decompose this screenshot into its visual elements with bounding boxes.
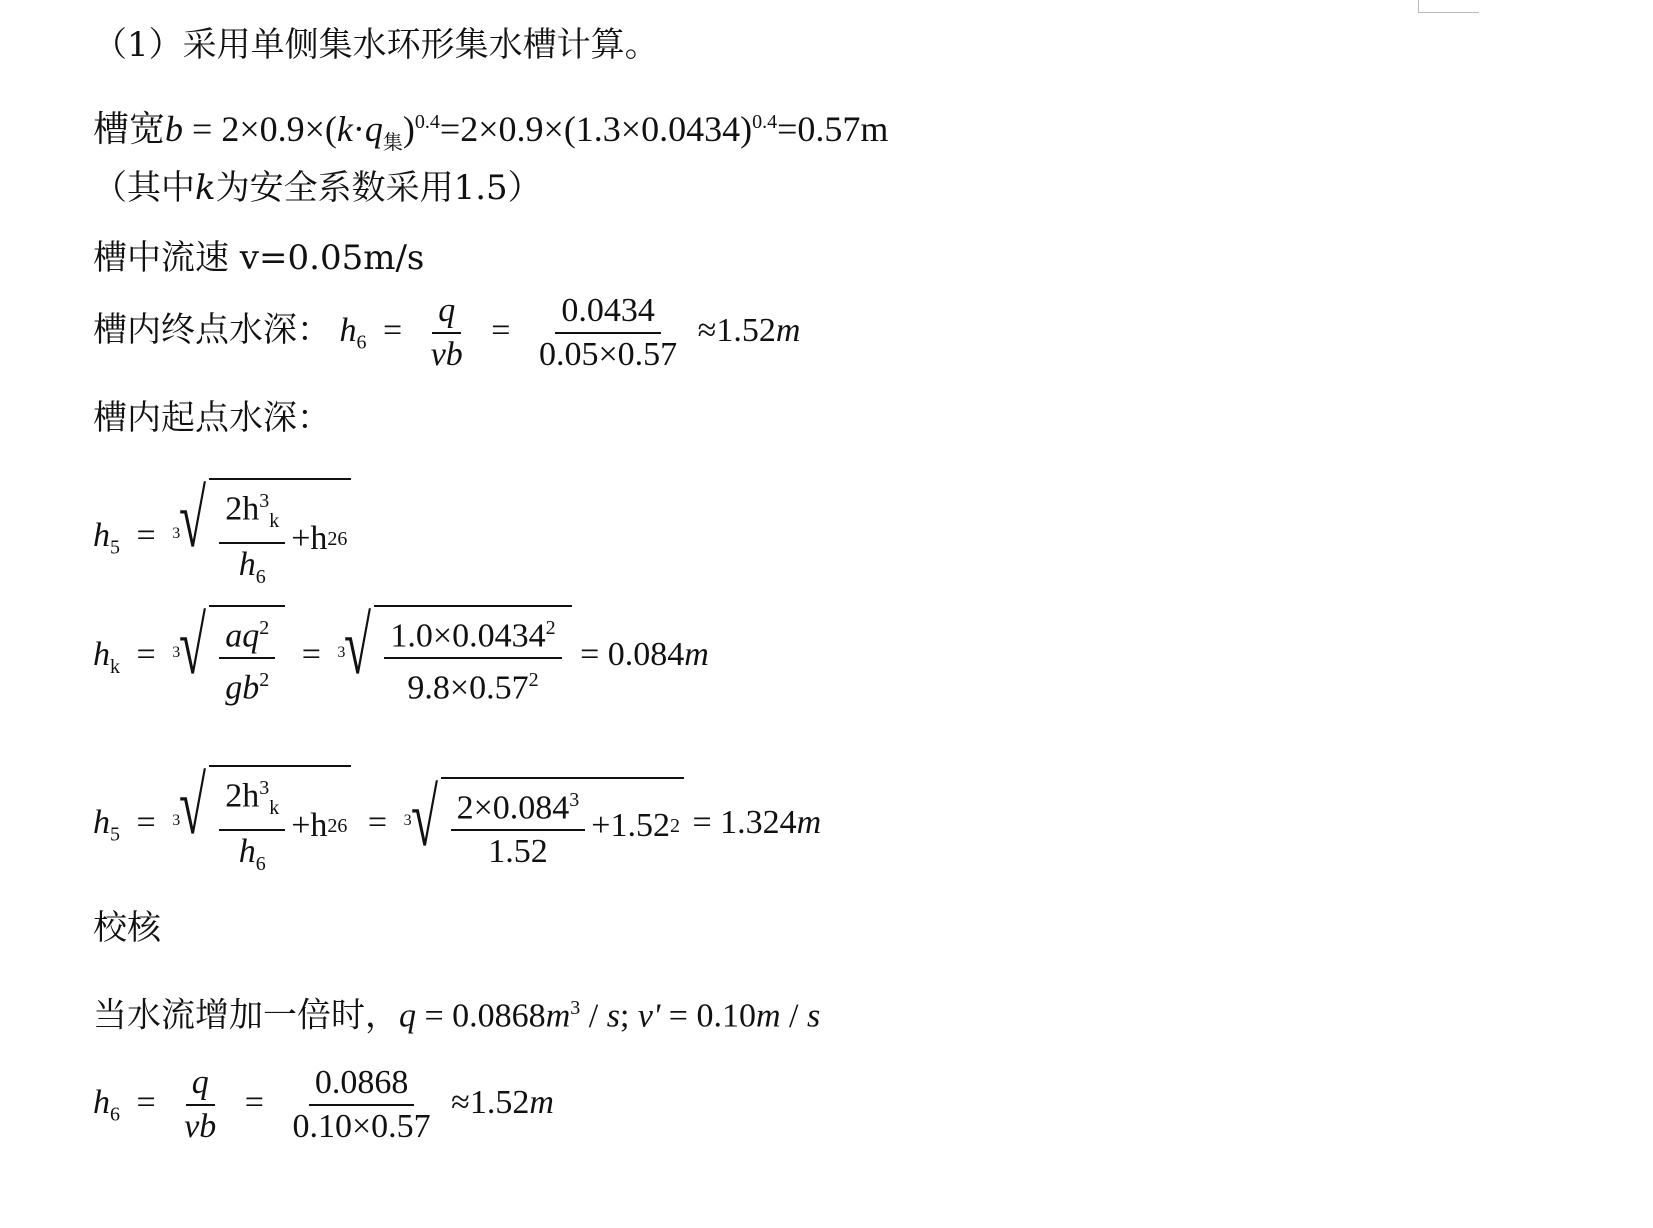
cube-root: 3 √ $\frac{aq^2}{gb^2}$ bbox=[172, 605, 285, 710]
cube-root: 3 √ $\frac{2h^3_k}{h_6}$ +h 2 6 bbox=[172, 765, 351, 885]
formula-trough-width: 槽宽$b = 2\times 0.9\times(k\cdot q_集)^{0.4}=2\times 0.9\times(1.3\times 0.0434)^{0.4}=0.57m$ bbox=[93, 109, 889, 155]
start-depth-label: 槽内起点水深： bbox=[93, 398, 331, 438]
fraction: $\frac{0.0434}{0.05\times 0.57}$ bbox=[538, 292, 678, 373]
fraction: $\frac{0.0868}{0.10\times 0.57}$ bbox=[292, 1064, 431, 1145]
cube-root: 3 √ $\frac{1.0\times 0.0434^2}{9.8\times 0.57^2}$ bbox=[337, 605, 571, 710]
safety-factor-note: （其中k为安全系数采用1.5） bbox=[93, 168, 542, 208]
flow-velocity-line: 槽中流速 v=0.05m/s bbox=[93, 238, 425, 278]
formula-hk: $h_k$ = 3 √ $\frac{aq^2}{gb^2}$ = 3 √ $\frac{1.0\times 0.0434^2}{9.8\times 0.57^2}$ = 0.084m bbox=[93, 605, 709, 710]
cube-root: 3 √ $\frac{2\times 0.084^3}{1.52}$ +1.52 2 bbox=[404, 777, 684, 873]
fraction: $\frac{q}{vb}$ bbox=[184, 1064, 217, 1145]
check-heading: 校核 bbox=[93, 908, 161, 948]
heading-line: （1）采用单侧集水环形集水槽计算。 bbox=[93, 25, 659, 65]
fraction: $\frac{q}{vb}$ bbox=[430, 292, 463, 373]
double-flow-line: 当水流增加一倍时，$q = 0.0868m^3 / s$; v' = 0.10m / s bbox=[93, 997, 821, 1035]
formula-h5: $h_5$ = 3 √ $\frac{2h^3_k}{h_6}$ +h 2 6 bbox=[93, 478, 351, 598]
formula-end-depth: 槽内终点水深： $h_6$ = $\frac{q}{vb}$ = $\frac{0.0434}{0.05\times 0.57}$ ≈1.52m bbox=[93, 290, 800, 376]
formula-h6-check: $h_6$ = $\frac{q}{vb}$ = $\frac{0.0868}{0.10\times 0.57}$ ≈1.52m bbox=[93, 1062, 554, 1148]
cube-root: 3 √ $\frac{2h^3_k}{h_6}$ +h 2 6 bbox=[172, 478, 351, 598]
page-corner-mark bbox=[1418, 0, 1479, 13]
formula-h5-evaluated: $h_5$ = 3 √ $\frac{2h^3_k}{h_6}$ +h 2 6 = 3 √ $\frac{2\times 0.084^3}{1.52}$ +1.52 2 = 1.324m bbox=[93, 765, 821, 885]
